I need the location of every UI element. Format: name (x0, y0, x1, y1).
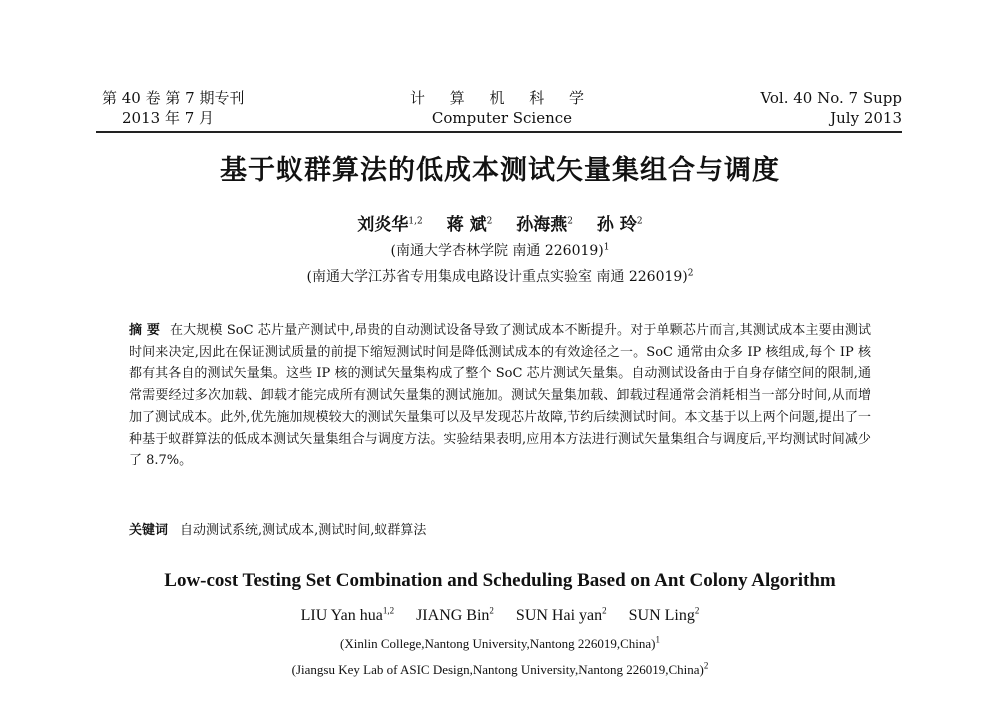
journal-header (102, 88, 902, 132)
abstract-label: 摘 要 (129, 323, 160, 338)
header-date-cn: 2013 年 7 月 (122, 109, 215, 127)
english-affiliation-2: (Jiangsu Key Lab of ASIC Design,Nantong University,Nantong 226019,China)$^2$ (291, 660, 709, 677)
author: 孙海燕$^2$ (516, 215, 573, 235)
english-author: LIU Yan hua$^{1,2}$ (300, 605, 395, 624)
author-list (0, 210, 1000, 235)
english-author: JIANG Bin$^2$ (416, 605, 494, 624)
keywords-label: 关键词 (129, 523, 169, 538)
keywords (129, 519, 871, 538)
affiliation-2: (南通大学江苏省专用集成电路设计重点实验室 南通 226019)$^2$ (306, 268, 694, 285)
author: 蒋 斌$^2$ (446, 215, 493, 235)
english-affiliation-1: (Xinlin College,Nantong University,Nantong 226019,China)$^1$ (340, 634, 660, 651)
english-author: SUN Hai yan$^2$ (515, 605, 607, 624)
header-date-en: July 2013 (830, 109, 902, 127)
header-volume-en: Vol. 40 No. 7 Supp (760, 89, 902, 107)
paper-title: 基于蚁群算法的低成本测试矢量集组合与调度 (220, 155, 780, 186)
header-volume: 第 40 卷 第 7 期专刊 (102, 89, 245, 107)
author: 刘炎华$^{1,2}$ (357, 215, 423, 235)
abstract-text: 在大规模 SoC 芯片量产测试中,昂贵的自动测试设备导致了测试成本不断提升。对于单颗芯片而言,其测试成本主要由测试时间来决定,因此在保证测试质量的前提下缩短测试时间是降低测试成本的有效途径之一。SoC 通常由众多 IP 核组成,每个 IP 核都有其各自的测试矢量集。这些 IP 核的测试矢量集构成了整个 SoC 芯片测试矢量集。自动测试设备由于自身存储空间的限制,通常需要经过多次加载、卸载才能完成所有测试矢量集的测试施加。测试矢量集加载、卸载过程通常会消耗相当一部分时间,从而增加了测试成本。此外,优先施加规模较大的测试矢量集可以及早发现芯片故障,节约后续测试时间。本文基于以上两个问题,提出了一种基于蚁群算法的低成本测试矢量集组合与调度方法。实验结果表明,应用本方法进行测试矢量集组合与调度后,平均测试时间减少了 8.7%。 (129, 323, 871, 469)
english-title: Low-cost Testing Set Combination and Scheduling Based on Ant Colony Algorithm (164, 570, 836, 591)
author: 孙 玲$^2$ (596, 215, 643, 235)
journal-name-en: Computer Science (431, 109, 573, 127)
journal-name-cn: 计 算 机 科 学 (409, 89, 595, 107)
keywords-text: 自动测试系统,测试成本,测试时间,蚁群算法 (180, 523, 427, 538)
english-author-list (0, 607, 1000, 625)
english-author: SUN Ling$^2$ (628, 605, 700, 624)
header-rule (96, 131, 902, 133)
abstract (129, 320, 871, 472)
header-volume-info-en (760, 88, 902, 128)
affiliation-1: (南通大学杏林学院 南通 226019)$^1$ (390, 242, 610, 259)
